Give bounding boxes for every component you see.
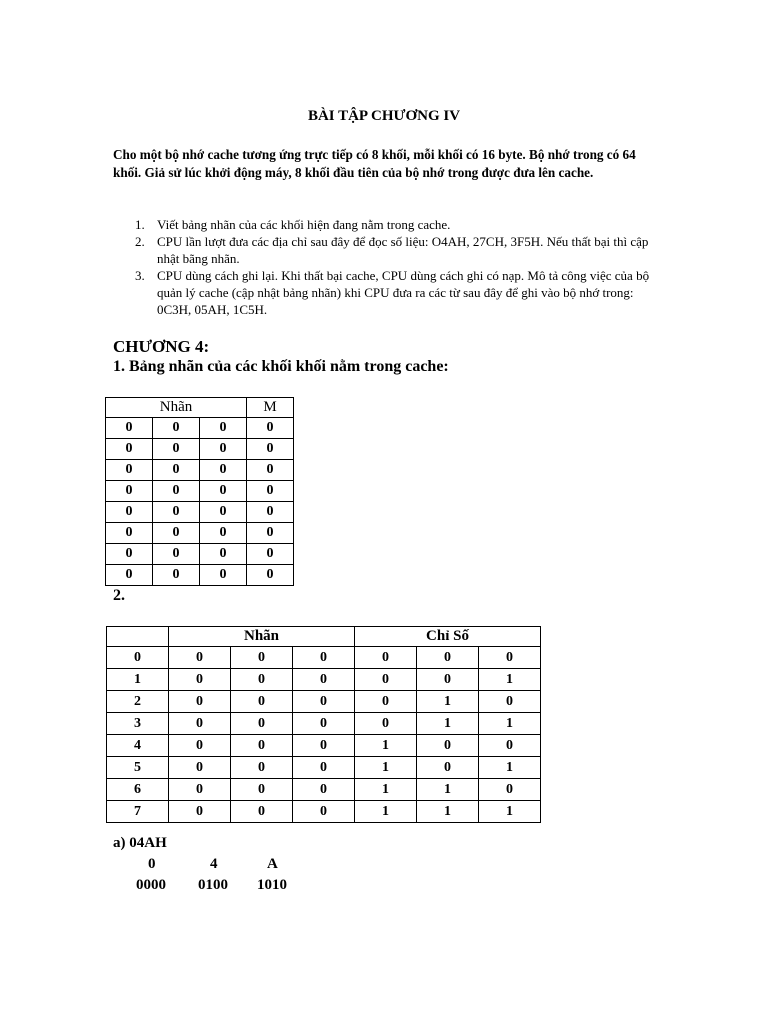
task-text: Viết bảng nhãn của các khối hiện đang nằm trong cache. [157, 217, 451, 232]
task-number: 1. [135, 217, 145, 232]
cell: 0 [293, 757, 355, 779]
cell: 0 [231, 779, 293, 801]
cell: 0 [106, 544, 153, 565]
task-list [113, 216, 658, 318]
cell: 0 [231, 757, 293, 779]
header-tag: Nhãn [169, 627, 355, 647]
cell: 3 [107, 713, 169, 735]
cell: 0 [169, 669, 231, 691]
cell: 0 [153, 544, 200, 565]
cell: 0 [200, 439, 247, 460]
cell: 0 [417, 757, 479, 779]
table-row [106, 544, 294, 565]
problem-statement: Cho một bộ nhớ cache tương ứng trực tiếp có 8 khối, mỗi khối có 16 byte. Bộ nhớ trong có 64 khối. Giả sử lúc khởi động máy, 8 khối đầu tiên của bộ nhớ trong được đưa lên cache. [113, 147, 636, 180]
table-row [107, 669, 541, 691]
cell: 0 [293, 647, 355, 669]
cell: 0 [169, 691, 231, 713]
header-blank [107, 627, 169, 647]
cell: 0 [417, 647, 479, 669]
cell: 0 [293, 801, 355, 823]
cell: 0 [247, 544, 294, 565]
cell: 0 [200, 502, 247, 523]
cell: 0 [153, 460, 200, 481]
table-row [107, 779, 541, 801]
table-row [106, 481, 294, 502]
cell: 0 [355, 713, 417, 735]
task-item [113, 267, 658, 318]
page-title: BÀI TẬP CHƯƠNG IV [307, 108, 461, 124]
cell: 1 [355, 735, 417, 757]
section2-heading: 2. [113, 587, 125, 604]
task-item [113, 216, 658, 233]
cell: 1 [417, 713, 479, 735]
cell: 0 [169, 801, 231, 823]
section1-heading: 1. Bảng nhãn của các khối khối nằm trong cache: [113, 358, 449, 375]
cell: 0 [106, 523, 153, 544]
task-item [113, 233, 658, 267]
cell: 0 [417, 669, 479, 691]
cell: 0 [106, 418, 153, 439]
cell: 1 [417, 801, 479, 823]
table-row [106, 460, 294, 481]
cell: 0 [417, 735, 479, 757]
task-number: 2. [135, 234, 145, 249]
cell: 6 [107, 779, 169, 801]
cell: 0 [479, 647, 541, 669]
header-m: M [247, 398, 294, 418]
cell: 0 [231, 801, 293, 823]
part-a-label: a) 04AH [113, 835, 167, 851]
tag-index-table [106, 626, 541, 823]
cell: 0 [169, 779, 231, 801]
cell: 0 [231, 713, 293, 735]
cell: 0 [247, 502, 294, 523]
cell: 0 [479, 735, 541, 757]
cell: 0 [479, 691, 541, 713]
cell: 0 [106, 565, 153, 586]
cell: 0 [169, 757, 231, 779]
cell: 0 [106, 481, 153, 502]
table-header-row [106, 398, 294, 418]
cell: 1 [479, 801, 541, 823]
cell: 0 [231, 735, 293, 757]
hex-digit: A [267, 856, 278, 872]
cell: 0 [107, 647, 169, 669]
cell: 4 [107, 735, 169, 757]
chapter-heading: CHƯƠNG 4: [113, 337, 210, 356]
table-row [106, 418, 294, 439]
cell: 0 [293, 779, 355, 801]
table-row [106, 439, 294, 460]
cell: 1 [417, 691, 479, 713]
cell: 0 [247, 565, 294, 586]
binary-group: 0000 [136, 877, 166, 893]
cell: 0 [200, 460, 247, 481]
table-row [107, 801, 541, 823]
cell: 0 [200, 481, 247, 502]
cell: 0 [106, 439, 153, 460]
table-row [106, 523, 294, 544]
cell: 0 [247, 523, 294, 544]
cell: 0 [200, 565, 247, 586]
cell: 0 [169, 735, 231, 757]
cell: 0 [153, 523, 200, 544]
cell: 0 [231, 647, 293, 669]
cell: 0 [247, 481, 294, 502]
cell: 0 [153, 502, 200, 523]
table-row [106, 565, 294, 586]
cell: 0 [293, 669, 355, 691]
cell: 0 [153, 481, 200, 502]
cell: 0 [231, 669, 293, 691]
cell: 0 [200, 418, 247, 439]
header-index: Chỉ Số [355, 627, 541, 647]
cell: 2 [107, 691, 169, 713]
cell: 0 [200, 523, 247, 544]
cell: 7 [107, 801, 169, 823]
cell: 1 [107, 669, 169, 691]
cell: 0 [247, 418, 294, 439]
cell: 0 [153, 439, 200, 460]
cell: 0 [231, 691, 293, 713]
cell: 1 [479, 757, 541, 779]
cell: 0 [355, 691, 417, 713]
cell: 0 [200, 544, 247, 565]
binary-group: 0100 [198, 877, 228, 893]
cell: 5 [107, 757, 169, 779]
cell: 0 [247, 460, 294, 481]
table-row [107, 691, 541, 713]
cell: 0 [293, 691, 355, 713]
table-header-row [107, 627, 541, 647]
table-row [107, 713, 541, 735]
cell: 0 [479, 779, 541, 801]
cell: 0 [355, 647, 417, 669]
cell: 0 [106, 502, 153, 523]
cell: 0 [293, 713, 355, 735]
hex-digit: 4 [210, 856, 218, 872]
tag-table-1 [105, 397, 294, 586]
cell: 0 [247, 439, 294, 460]
table-row [107, 735, 541, 757]
table-row [107, 647, 541, 669]
cell: 1 [479, 713, 541, 735]
cell: 0 [106, 460, 153, 481]
cell: 1 [355, 757, 417, 779]
header-tag: Nhãn [106, 398, 247, 418]
task-text: CPU dùng cách ghi lại. Khi thất bại cache, CPU dùng cách ghi có nạp. Mô tả công việc của bộ quản lý cache (cập nhật bảng nhãn) khi CPU đưa ra các từ sau đây để ghi vào bộ nhớ trong: 0C3H, 05AH, 1C5H. [157, 268, 650, 317]
task-number: 3. [135, 268, 145, 283]
binary-group: 1010 [257, 877, 287, 893]
cell: 0 [153, 565, 200, 586]
cell: 0 [293, 735, 355, 757]
table-row [107, 757, 541, 779]
task-text: CPU lần lượt đưa các địa chỉ sau đây để đọc số liệu: O4AH, 27CH, 3F5H. Nếu thất bại thì cập nhật bãng nhãn. [157, 234, 649, 266]
cell: 1 [355, 801, 417, 823]
cell: 0 [169, 647, 231, 669]
hex-digit: 0 [148, 856, 156, 872]
cell: 1 [417, 779, 479, 801]
cell: 1 [355, 779, 417, 801]
cell: 0 [169, 713, 231, 735]
table-row [106, 502, 294, 523]
cell: 0 [153, 418, 200, 439]
cell: 0 [355, 669, 417, 691]
cell: 1 [479, 669, 541, 691]
